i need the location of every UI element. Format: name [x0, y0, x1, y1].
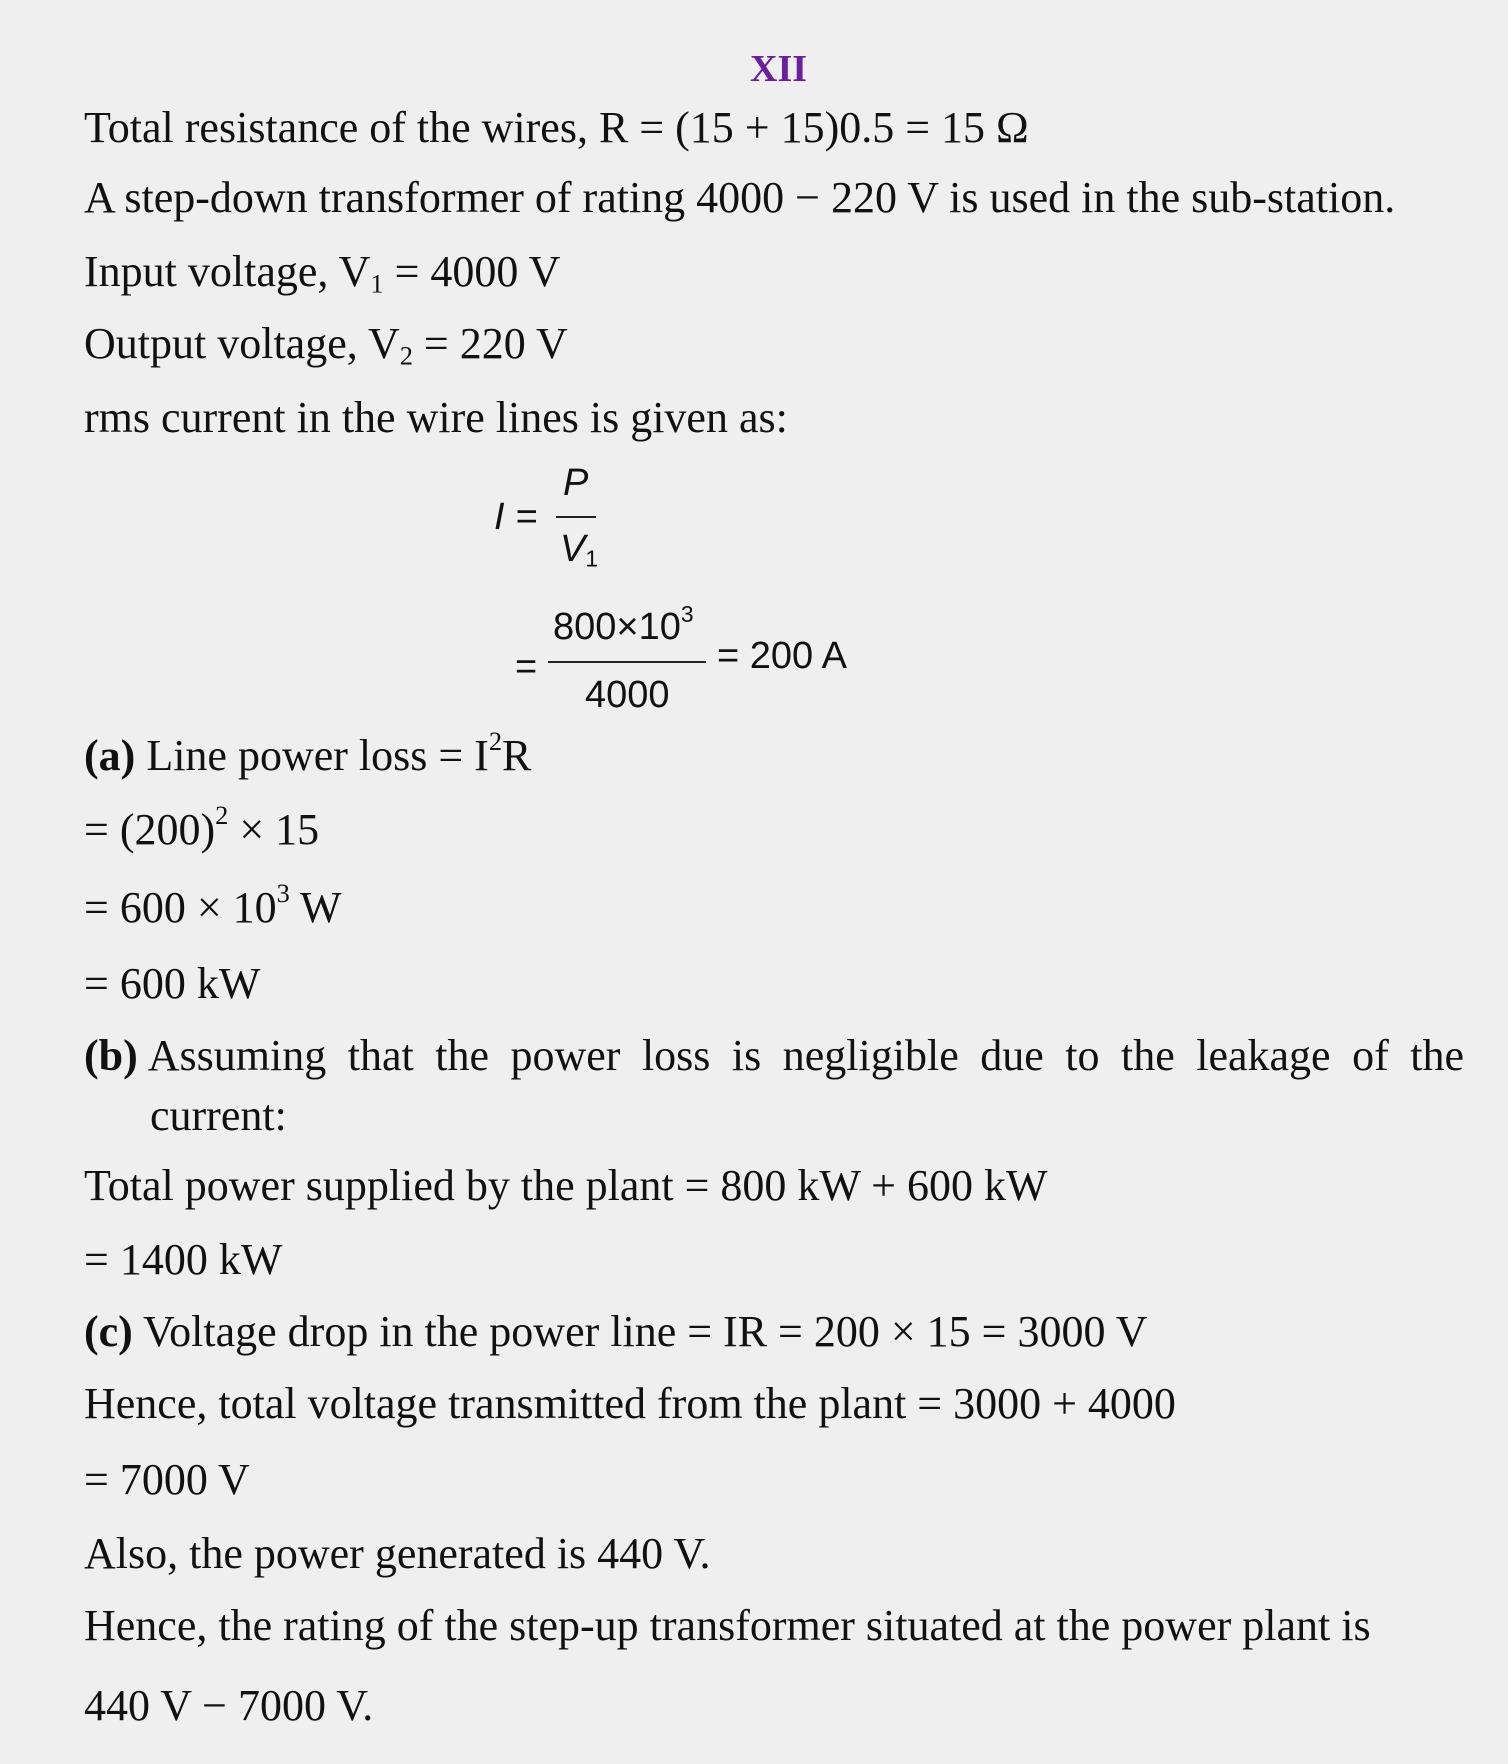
- part-b-text: Assuming that the power loss is negligible due to the leakage of the: [147, 1031, 1464, 1080]
- part-a-calc-3: = 600 kW: [84, 959, 261, 1008]
- calc-2-base: = 600 × 10: [84, 883, 277, 932]
- numerator-base: 800×10: [553, 606, 681, 648]
- part-a-exponent: 2: [488, 726, 503, 757]
- text-line-total-resistance: Total resistance of the wires, R = (15 + 15)0.5 = 15 Ω: [84, 103, 1029, 152]
- formula-I-lhs: I =: [494, 496, 538, 538]
- input-voltage-subscript: 1: [370, 268, 384, 299]
- text-line-step-down-transformer: A step-down transformer of rating 4000 − 220 V is used in the sub-station.: [84, 173, 1396, 222]
- formula-result: = 200 A: [717, 635, 847, 677]
- part-a-line-power-loss: [84, 726, 532, 780]
- part-b-line-1: [84, 1031, 1464, 1080]
- part-a-calc-1: [84, 800, 320, 854]
- part-c-total-voltage: Hence, total voltage transmitted from the plant = 3000 + 4000: [84, 1379, 1176, 1428]
- text-line-output-voltage: [84, 319, 568, 371]
- part-a-text-end: R: [502, 731, 532, 780]
- input-voltage-value: = 4000 V: [383, 247, 561, 296]
- part-c-total-voltage-result: = 7000 V: [84, 1455, 250, 1504]
- part-b-total-power-result: = 1400 kW: [84, 1235, 283, 1284]
- calc-2-rest: W: [289, 883, 342, 932]
- formula-fraction-bar-1: [556, 516, 596, 518]
- calc-1-rest: × 15: [228, 805, 320, 854]
- part-b-total-power: Total power supplied by the plant = 800 kW + 600 kW: [84, 1161, 1048, 1210]
- part-b-label: (b): [84, 1031, 138, 1080]
- formula-V: V: [560, 528, 586, 570]
- calc-2-exponent: 3: [276, 878, 290, 909]
- calc-1-exponent: 2: [215, 800, 229, 831]
- page-header: XII: [750, 48, 808, 90]
- formula-P: P: [563, 462, 589, 504]
- part-c-rating-statement: Hence, the rating of the step-up transformer situated at the power plant is: [84, 1601, 1371, 1650]
- numerator-exponent: 3: [680, 600, 694, 627]
- output-voltage-value: = 220 V: [412, 319, 568, 368]
- output-voltage-label: Output voltage, V: [84, 319, 400, 368]
- formula-V-subscript: 1: [585, 545, 599, 572]
- part-a-text: Line power loss = I: [135, 731, 489, 780]
- part-c-rating-result: 440 V − 7000 V.: [84, 1681, 374, 1730]
- part-c-power-generated: Also, the power generated is 440 V.: [84, 1529, 711, 1578]
- text-line-rms-current: rms current in the wire lines is given as:: [84, 393, 788, 442]
- formula-fraction-bar-2: [548, 661, 706, 663]
- part-b-line-2: current:: [150, 1091, 287, 1140]
- part-c-line-1: [84, 1307, 1148, 1356]
- formula-denominator: 4000: [585, 674, 670, 716]
- part-c-label: (c): [84, 1307, 133, 1356]
- output-voltage-subscript: 2: [399, 340, 413, 371]
- formula-equals-2: =: [515, 646, 538, 688]
- part-c-text: Voltage drop in the power line = IR = 200 × 15 = 3000 V: [132, 1307, 1148, 1356]
- formula-numerator: [553, 600, 694, 648]
- formula-V1: [560, 528, 599, 572]
- text-line-input-voltage: [84, 247, 561, 299]
- calc-1-base: = (200): [84, 805, 216, 854]
- input-voltage-label: Input voltage, V: [84, 247, 371, 296]
- part-a-calc-2: [84, 878, 342, 932]
- part-a-label: (a): [84, 731, 136, 780]
